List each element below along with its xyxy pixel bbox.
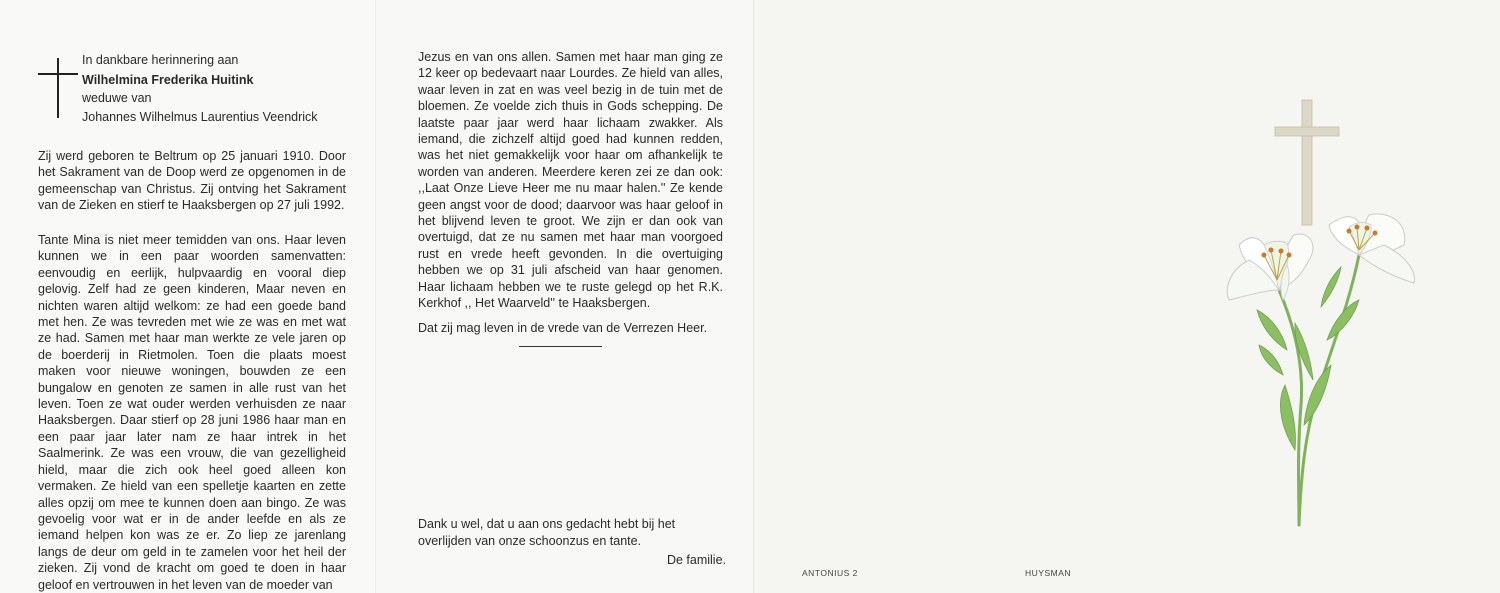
lily-flower-icon [1227, 234, 1313, 300]
cover-page [753, 0, 1500, 593]
left-page [0, 0, 375, 593]
cross-icon [38, 58, 78, 118]
thanks-text: Dank u wel, dat u aan ons gedacht hebt bij het overlijden van onze schoonzus en tante. [418, 517, 676, 548]
birth-paragraph: Zij werd geboren te Beltrum op 25 januari 1910. Door het Sakrament van de Doop werd ze opgenomen in de gemeenschap van Christus. Zij ontving het Sakrament van de Zieken en stierf te Haaksbergen op 27 juli 1992. [38, 149, 346, 213]
separator-line [519, 346, 602, 347]
middle-page [375, 0, 754, 593]
lily-flower-icon [1329, 214, 1414, 283]
signature: De familie. [666, 553, 726, 567]
imprint-right: HUYSMAN [1025, 568, 1072, 578]
closing-wish: Dat zij mag leven in de vrede van de Verrezen Heer. [418, 321, 708, 335]
intro-line: In dankbare herinnering aan [82, 53, 239, 67]
life-paragraph: Tante Mina is niet meer temidden van ons. Haar leven kunnen we in een paar woorden samenvatten: eenvoudig en eerlijk, hulpvaardig en vooral diep gelovig. Zelf had ze geen kinderen, Maar neven en nichten waren altijd welkom: ze had een goede band met hen. Ze was tevreden met wie ze was en met wat ze had. Samen met haar man werkte ze vele jaren op de boerderij in Rietmolen. Toen die plaats moest maken voor nieuwe woningen, bouwden ze een bungalow en genoten ze samen in alle rust van het leven. Toen ze wat ouder werden verhuisden ze naar Haaksbergen. Daar stierf op 28 juni 1986 haar man en een paar jaar later nam ze haar intrek in het Saalmerink. Ze was een vrouw, die van gezelligheid hield, maar die zich ook heel goed alleen kon vermaken. Ze hield van een spelletje kaarten en zette alles opzij om mee te kunnen doen aan bingo. Ze was gevoelig voor wat er in de ander leefde en als ze iemand helpen kon was ze er. Zo liep ze jarenlang langs de deur om geld in te zamelen voor het heil der zieken. Zij vond de kracht om goed te doen in haar geloof en vertrouwen in het leven van de moeder van [38, 233, 346, 592]
imprint-left: ANTONIUS 2 [802, 568, 858, 578]
gold-cross-icon [1275, 100, 1339, 225]
continued-paragraph: Jezus en van ons allen. Samen met haar man ging ze 12 keer op bedevaart naar Lourdes. Ze hield van alles, waar leven in zat en was veel bezig in de tuin met de bloemen. Ze voelde zich thuis in Gods schepping. De laatste paar jaar werd haar lichaam zwakker. Als iemand, die zichzelf altijd goed had kunnen redden, was het niet gemakkelijk voor haar om afhankelijk te worden van anderen. Meerdere keren zei ze dan ook: ,,Laat Onze Lieve Heer me nu maar halen.'' Ze kende geen angst voor de dood; daarvoor was haar geloof in het blijvend leven te groot. We zijn er dan ook van overtuigd, dat ze nu samen met haar man voorgoed rust en vrede heeft gevonden. In die overtuiging hebben we op 31 juli afscheid van haar genomen. Haar lichaam hebben we te ruste gelegd op het R.K. Kerkhof ,, Het Waarveld'' te Haaksbergen. [418, 50, 723, 311]
spouse-name: Johannes Wilhelmus Laurentius Veendrick [82, 110, 318, 124]
cross-and-lilies-illustration [1209, 95, 1479, 535]
relation-line: weduwe van [82, 91, 152, 105]
deceased-name: Wilhelmina Frederika Huitink [82, 73, 254, 87]
